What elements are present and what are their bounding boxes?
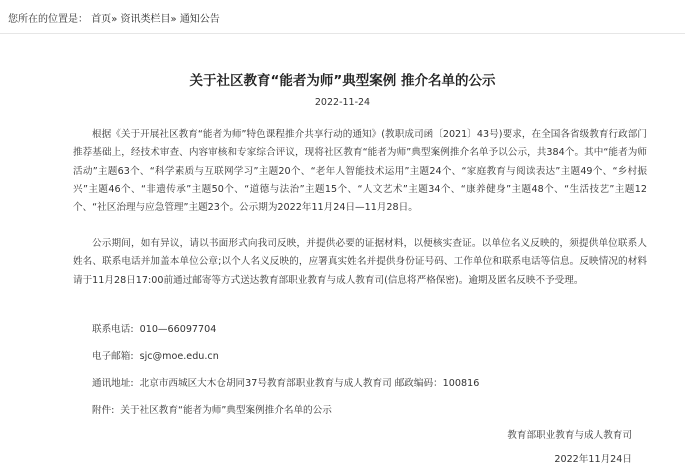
contact-address	[92, 375, 479, 389]
breadcrumb-separator: »	[111, 14, 118, 25]
contact-email-value: sjc@moe.edu.cn	[139, 351, 219, 362]
article-paragraph-1: 根据《关于开展社区教育“能者为师”特色课程推介共享行动的通知》(教职成司函〔2021〕43号)要求，在全国各省级教育行政部门推荐基础上，经技术审查、内容审核和专家综合评议，现将社区教育“能者为师”典型案例推介名单予以公示，共384个。其中“能者为师活动”主题63个、“科学素质与互联网学习”主题20个、“老年人智能技术运用”主题24个、“家庭教育与阅读表达”主题49个、“乡村振兴”主题46个、“非遗传承”主题50个、“道德与法治”主题15个、“人文艺术”主题34个、“康养健身”主题48个、“生活技艺”主题12个、“社区治理与应急管理”主题23个。公示期为2022年11月24日—11月28日。	[73, 129, 647, 214]
article-date: 2022-11-24	[314, 97, 371, 108]
attachment	[92, 402, 332, 416]
contact-address-label: 通讯地址:	[92, 378, 134, 389]
article-paragraph-2: 公示期间，如有异议，请以书面形式向我司反映，并提供必要的证据材料，以便核实查证。以单位名义反映的，须提供单位联系人姓名、联系电话并加盖本单位公章;以个人名义反映的，应署真实姓名并提供身份证号码、工作单位和联系电话等信息。反映情况的材料请于11月28日17:00前通过邮寄等方式送达教育部职业教育与成人教育司(信息将严格保密)。逾期及匿名反映不予受理。	[73, 238, 647, 286]
breadcrumb-prefix: 您所在的位置是：	[8, 14, 88, 25]
breadcrumb-separator: »	[170, 14, 177, 25]
contact-phone-value: 010—66097704	[139, 324, 217, 335]
breadcrumb-home-link[interactable]: 首页	[91, 14, 112, 25]
attachment-link[interactable]: 关于社区教育“能者为师”典型案例推介名单的公示	[120, 405, 332, 416]
breadcrumb-news-link[interactable]: 资讯类栏目	[120, 14, 171, 25]
contact-phone-label: 联系电话:	[92, 324, 134, 335]
breadcrumb-notice-link[interactable]: 通知公告	[179, 14, 220, 25]
contact-email-label: 电子邮箱:	[92, 351, 134, 362]
contact-phone	[92, 321, 216, 335]
breadcrumb	[8, 10, 220, 25]
divider	[0, 33, 685, 34]
article-title: 关于社区教育“能者为师”典型案例 推介名单的公示	[189, 73, 496, 89]
signature: 教育部职业教育与成人教育司	[507, 430, 632, 441]
contact-address-value: 北京市西城区大木仓胡同37号教育部职业教育与成人教育司 邮政编码：100816	[139, 378, 480, 389]
sign-date: 2022年11月24日	[554, 454, 632, 465]
attachment-label: 附件:	[92, 405, 115, 416]
contact-email	[92, 348, 219, 362]
